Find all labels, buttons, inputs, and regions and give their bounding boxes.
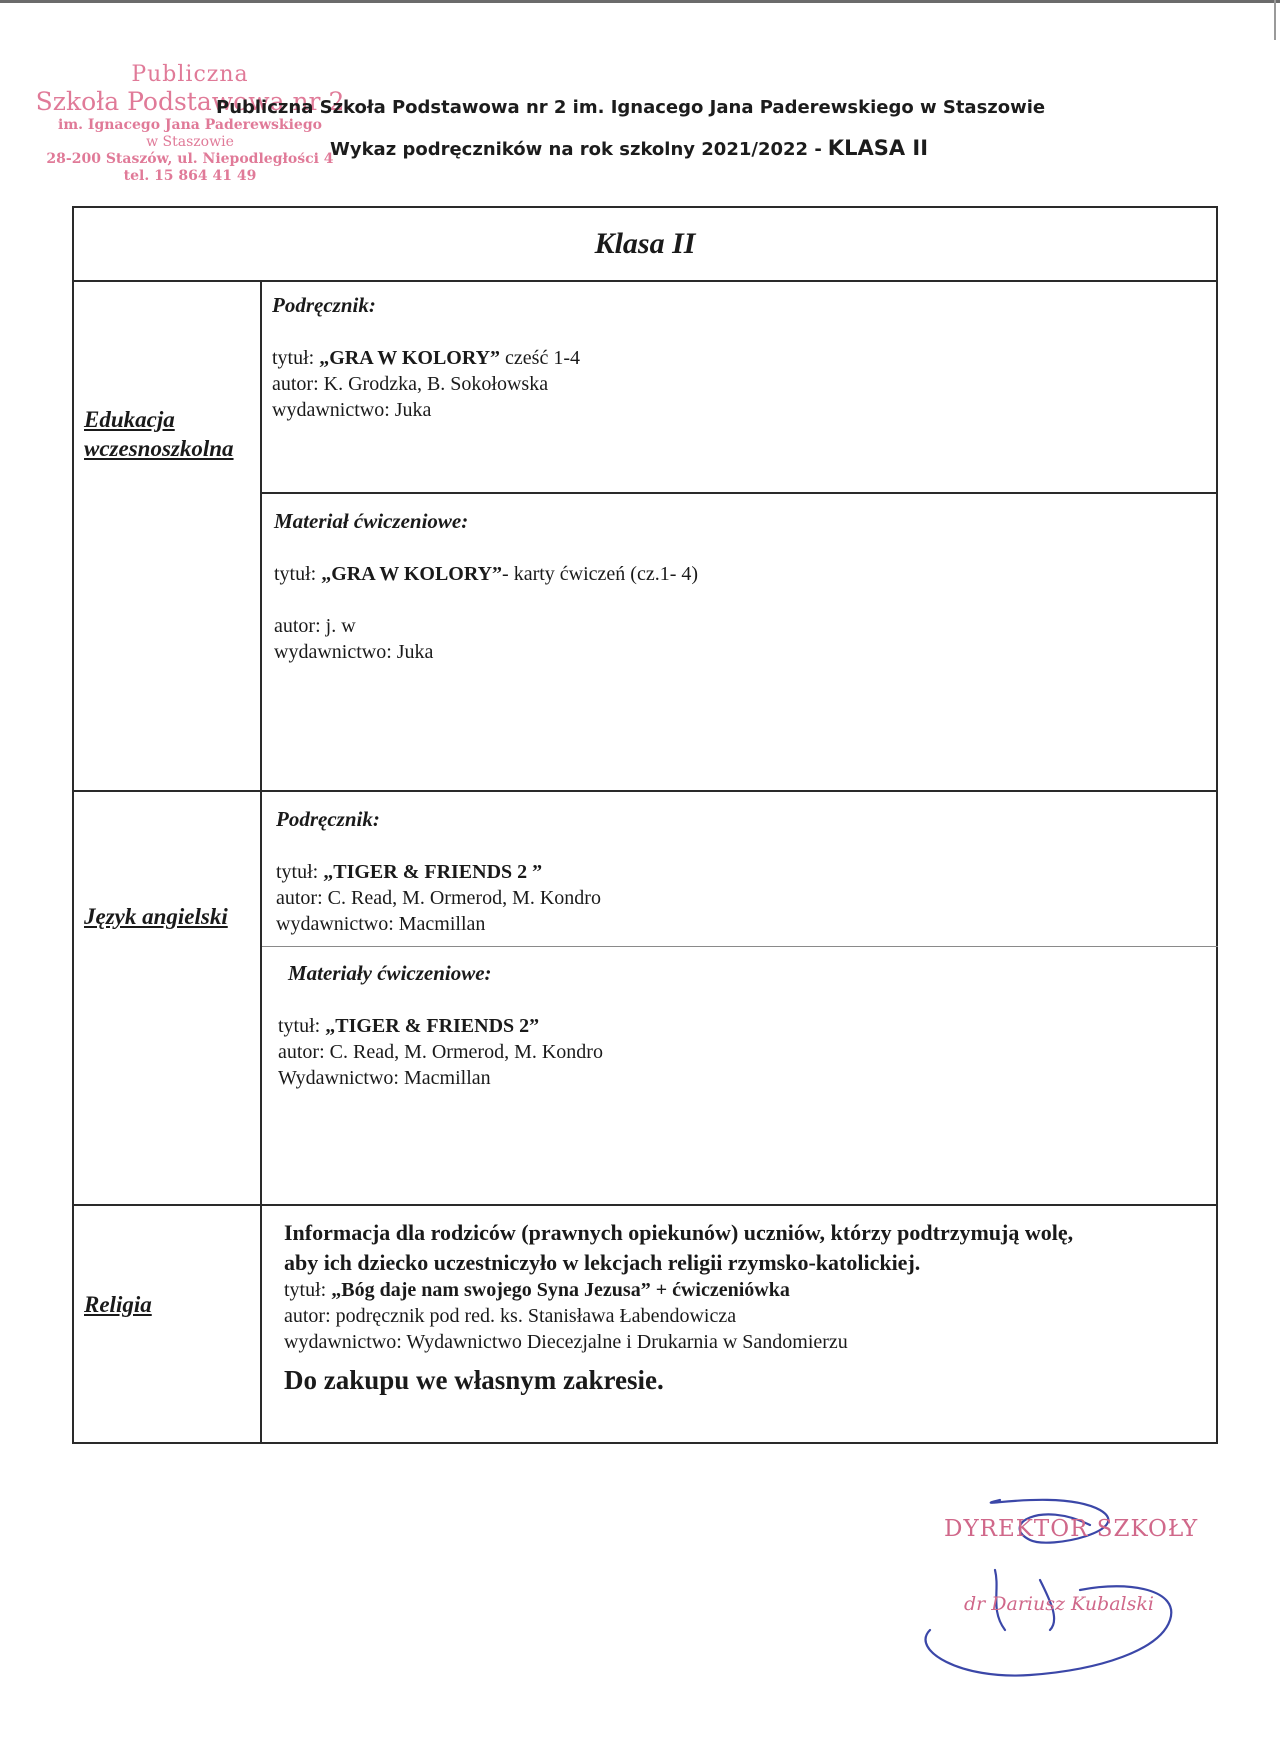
row-divider xyxy=(260,492,1218,494)
director-stamp-name: dr Dariusz Kubalski xyxy=(964,1593,1154,1615)
field-label: tytuł: xyxy=(276,861,324,884)
title-line xyxy=(272,345,580,371)
author-line: autor: K. Grodzka, B. Sokołowska xyxy=(272,373,549,396)
book-title: „GRA W KOLORY” xyxy=(319,347,501,370)
list-title: Wykaz podręczników na rok szkolny 2021/2022 - xyxy=(330,139,822,160)
field-label: tytuł: xyxy=(278,1015,326,1038)
row-divider xyxy=(74,1204,1218,1206)
section-heading: Materiał ćwiczeniowe: xyxy=(274,509,469,533)
section-heading: Podręcznik: xyxy=(272,293,376,317)
title-suffix: - karty ćwiczeń (cz.1- 4) xyxy=(502,563,699,586)
field-label: tytuł: xyxy=(284,1279,332,1302)
section-heading: Materiały ćwiczeniowe: xyxy=(288,961,492,985)
title-line xyxy=(284,1277,1073,1303)
director-stamp-title: DYREKTOR SZKOŁY xyxy=(944,1516,1199,1542)
angielski-podrecznik-cell xyxy=(276,806,601,937)
publisher-line: Wydawnictwo: Macmillan xyxy=(278,1067,491,1090)
stamp-line: w Staszowie xyxy=(146,134,234,150)
stamp-line: im. Ignacego Jana Paderewskiego xyxy=(58,117,322,133)
subject-edukacja xyxy=(84,405,256,464)
angielski-materialy-cell xyxy=(278,960,603,1091)
edukacja-materialy-cell xyxy=(274,508,698,665)
subject-label: Edukacja xyxy=(84,407,175,432)
info-line: Informacja dla rodziców (prawnych opiekunów) uczniów, którzy podtrzymują wolę, xyxy=(284,1220,1074,1245)
section-heading: Podręcznik: xyxy=(276,807,380,831)
publisher-line: wydawnictwo: Juka xyxy=(272,399,432,422)
school-stamp xyxy=(30,64,350,183)
book-title: „TIGER & FRIENDS 2 ” xyxy=(323,861,543,884)
publisher-line: wydawnictwo: Wydawnictwo Diecezjalne i Drukarnia w Sandomierzu xyxy=(284,1331,848,1354)
edukacja-podrecznik-cell xyxy=(272,292,580,423)
row-divider xyxy=(262,946,1218,947)
book-title: „GRA W KOLORY” xyxy=(321,563,503,586)
field-label: tytuł: xyxy=(272,347,320,370)
author-line: autor: j. w xyxy=(274,615,356,638)
title-line xyxy=(278,1013,603,1039)
title-suffix: cześć 1-4 xyxy=(500,347,580,370)
author-line: autor: C. Read, M. Ormerod, M. Kondro xyxy=(278,1041,603,1064)
info-line: aby ich dziecko uczestniczyło w lekcjach religii rzymsko-katolickiej. xyxy=(284,1249,921,1275)
list-title-heading xyxy=(330,136,928,160)
stamp-line: tel. 15 864 41 49 xyxy=(123,168,257,184)
field-label: tytuł: xyxy=(274,563,322,586)
purchase-note: Do zakupu we własnym zakresie. xyxy=(284,1365,664,1396)
school-name-heading: Publiczna Szkoła Podstawowa nr 2 im. Ignacego Jana Paderewskiego w Staszowie xyxy=(216,97,1046,118)
handwritten-signature xyxy=(900,1480,1200,1680)
scan-right-edge xyxy=(1274,0,1276,40)
publisher-line: wydawnictwo: Macmillan xyxy=(276,913,486,936)
subject-religia: Religia xyxy=(84,1292,152,1317)
subject-angielski: Język angielski xyxy=(84,904,228,929)
subject-label: wczesnoszkolna xyxy=(84,436,234,462)
textbook-table xyxy=(72,206,1218,1444)
row-divider xyxy=(74,790,1218,792)
title-line xyxy=(276,859,601,885)
column-divider xyxy=(260,282,262,1444)
author-line: autor: C. Read, M. Ormerod, M. Kondro xyxy=(276,887,601,910)
table-title: Klasa II xyxy=(74,208,1216,282)
publisher-line: wydawnictwo: Juka xyxy=(274,641,434,664)
book-title: „Bóg daje nam swojego Syna Jezusa” + ćwiczeniówka xyxy=(331,1279,790,1302)
klasa-label: KLASA II xyxy=(827,136,929,160)
author-line: autor: podręcznik pod red. ks. Stanisława Łabendowicza xyxy=(284,1305,737,1328)
stamp-line: Publiczna xyxy=(131,62,249,87)
religia-cell xyxy=(284,1218,1073,1398)
stamp-line: Szkoła Podstawowa nr 2 xyxy=(35,87,345,116)
stamp-line: 28-200 Staszów, ul. Niepodległości 4 xyxy=(46,151,334,167)
book-title: „TIGER & FRIENDS 2” xyxy=(325,1015,540,1038)
title-line xyxy=(274,561,698,587)
scan-top-edge xyxy=(0,0,1280,3)
